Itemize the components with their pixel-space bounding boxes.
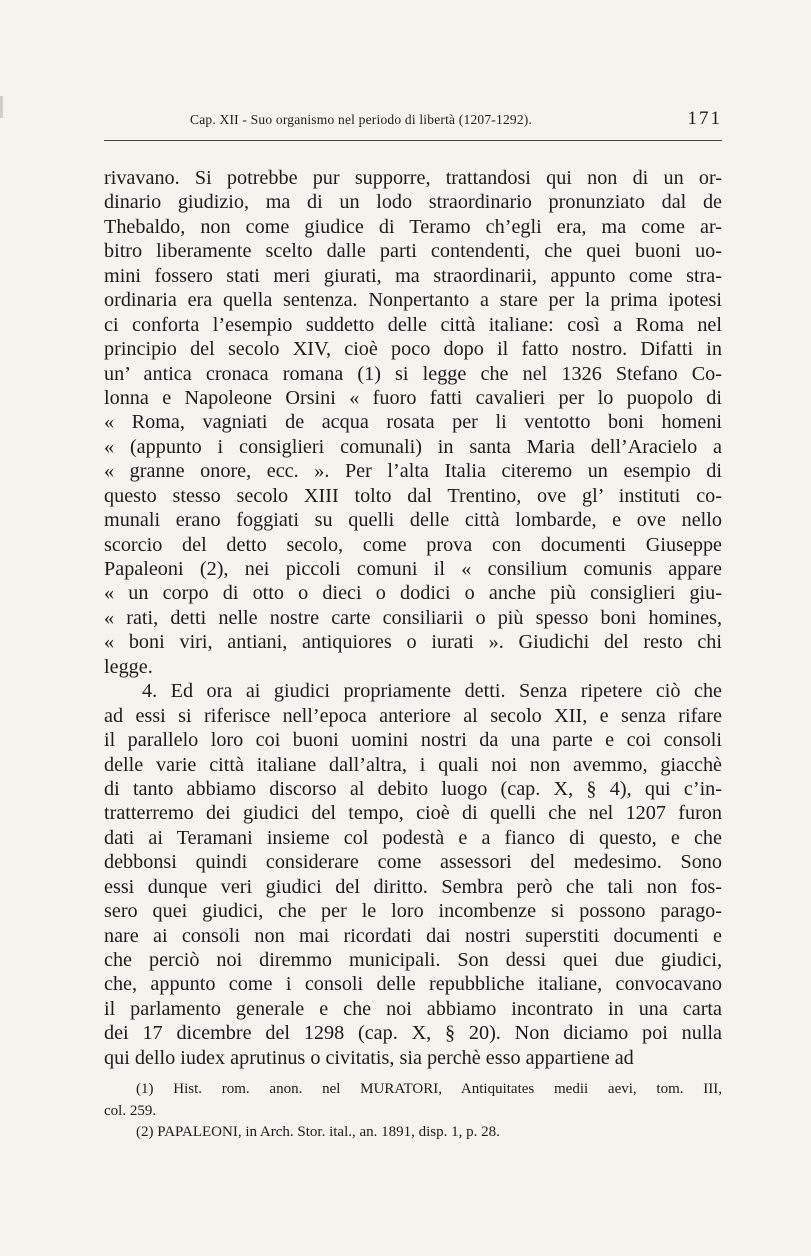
body-line: che perciò noi diremmo municipali. Son dessi quei due giudici, [104,949,722,971]
body-line: principio del secolo XIV, cioè poco dopo il fatto nostro. Difatti in [104,338,722,361]
body-line: legge. [104,655,153,678]
body-line: il parlamento generale e che noi abbiamo incontrato in una carta [104,997,722,1020]
body-line: « (appunto i consiglieri comunali) in santa Maria dell’Aracielo a [104,435,722,458]
body-line: dati ai Teramani insieme col podestà e a fianco di questo, e che [104,826,722,849]
body-line: munali erano foggiati su quelli delle città lombarde, e ove nello [104,509,722,532]
body-line: Thebaldo, non come giudice di Teramo ch’egli era, ma come ar- [104,215,722,238]
body-line: il parallelo loro coi buoni uomini nostri da una parte e coi consoli [104,729,722,752]
body-line: dinario giudizio, ma di un lodo straordinario pronunziato dal de [104,191,722,214]
body-line: « rati, detti nelle nostre carte consiliarii o più spesso boni homines, [104,606,722,629]
body-line: ad essi si riferisce nell’epoca anteriore al secolo XII, e senza rifare [104,704,722,727]
body-line: bitro liberamente scelto dalle parti contendenti, che quei buoni uo- [104,240,722,263]
body-line: ci conforta l’esempio suddetto delle città italiane: così a Roma nel [104,313,722,336]
body-line: « Roma, vagniati de acqua rosata per li ventotto boni homeni [104,411,722,434]
body-line: qui dello iudex aprutinus o civitatis, sia perchè esso appartiene ad [104,1046,634,1069]
body-line: dei 17 dicembre del 1298 (cap. X, § 20). Non diciamo poi nulla [104,1022,722,1045]
body-line: rivavano. Si potrebbe pur supporre, trattandosi qui non di un or- [104,167,722,189]
body-line: ordinaria era quella sentenza. Nonpertanto a stare per la prima ipotesi [104,289,722,312]
body-line: mini fossero stati meri giurati, ma straordinarii, appunto come stra- [104,264,722,287]
body-line: « granne onore, ecc. ». Per l’alta Italia citeremo un esempio di [104,460,722,483]
body-line: « boni viri, antiani, antiquiores o iurati ». Giudichi del resto chi [104,631,722,654]
body-line: « un corpo di otto o dieci o dodici o anche più consiglieri giu- [104,582,722,605]
footnote-line: col. 259. [104,1102,157,1119]
footnote-line: (1) Hist. rom. anon. nel MURATORI, Antiquitates medii aevi, tom. III, [136,1081,722,1097]
body-line: di tanto abbiamo discorso al debito luogo (cap. X, § 4), qui c’in- [104,777,722,800]
body-line: scorcio del detto secolo, come prova con documenti Giuseppe [104,533,722,556]
running-header [104,110,722,132]
body-line: che, appunto come i consoli delle repubbliche italiane, convocavano [104,973,722,996]
body-line: questo stesso secolo XIII tolto dal Trentino, ove gl’ instituti co- [104,484,722,507]
body-text [104,166,722,1070]
body-line: essi dunque veri giudici del diritto. Sembra però che tali non fos- [104,875,722,898]
page-number: 171 [687,108,722,129]
body-line: nare ai consoli non mai ricordati dai nostri superstiti documenti e [104,924,722,947]
body-line: un’ antica cronaca romana (1) si legge che nel 1326 Stefano Co- [104,362,722,385]
body-line: delle varie città italiane dall’altra, i quali noi non avemmo, giacchè [104,753,722,776]
body-line: 4. Ed ora ai giudici propriamente detti. Senza ripetere ciò che [142,680,722,703]
footnotes [104,1079,722,1144]
body-line: debbonsi quindi considerare come assessori del medesimo. Sono [104,851,722,874]
page-edge-mark [0,96,3,118]
body-line: lonna e Napoleone Orsini « fuoro fatti cavalieri per lo puopolo di [104,386,722,409]
body-line: tratterremo dei giudici del tempo, cioè di quelli che nel 1207 furon [104,802,722,825]
running-title: Cap. XII - Suo organismo nel periodo di libertà (1207-1292). [190,112,533,127]
body-line: sero quei giudici, che per le loro incombenze si possono parago- [104,900,722,923]
footnote-line: (2) PAPALEONI, in Arch. Stor. ital., an. 1891, disp. 1, p. 28. [136,1124,500,1140]
body-line: Papaleoni (2), nei piccoli comuni il « consilium comunis appare [104,558,722,580]
header-rule [104,140,722,141]
